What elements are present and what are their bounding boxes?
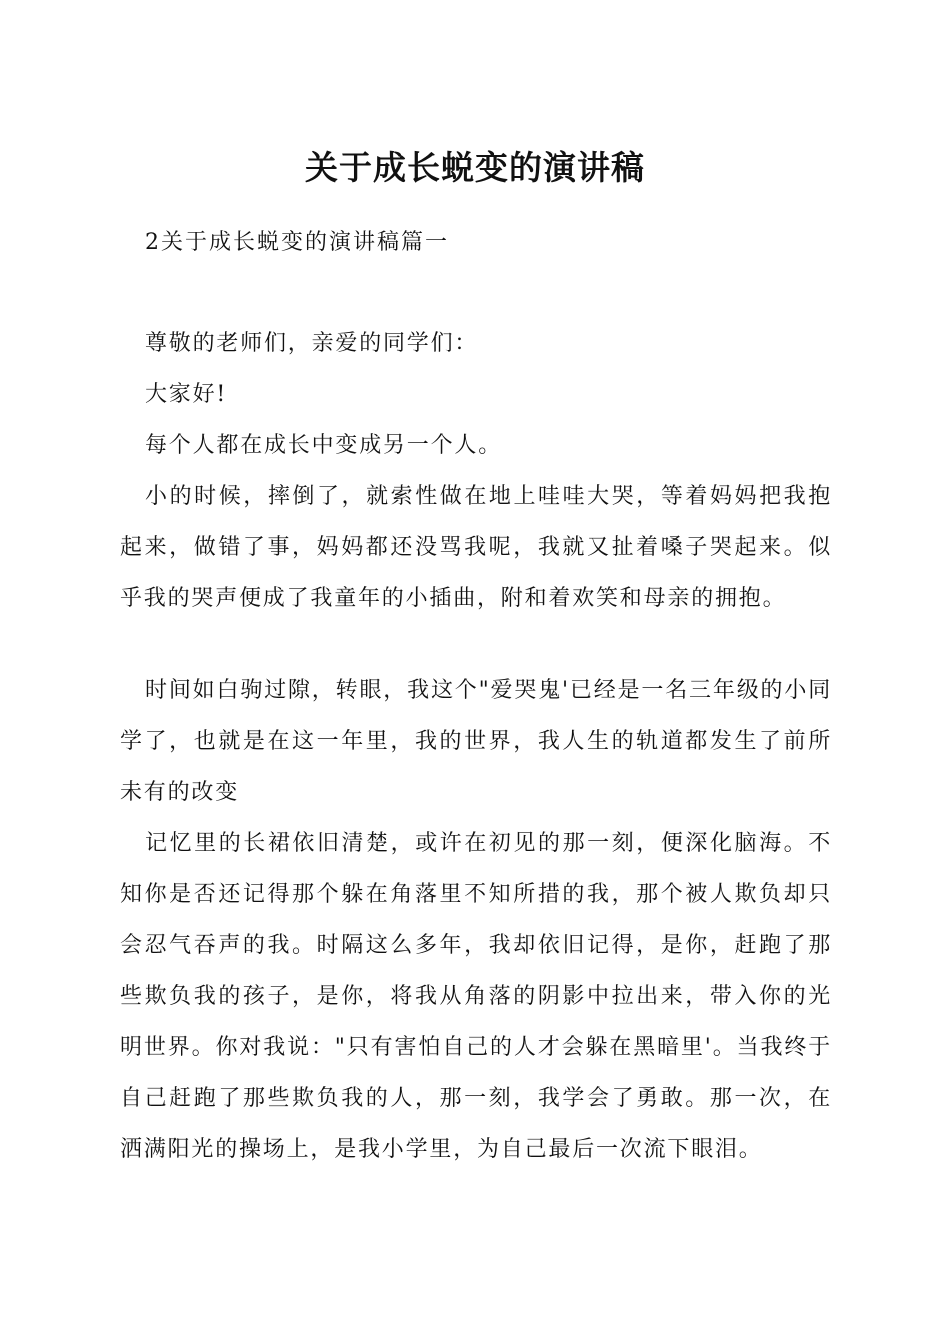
body-block-1 bbox=[120, 318, 832, 624]
paragraph-hello: 大家好! bbox=[145, 382, 228, 407]
paragraph-time: 时间如白驹过隙，转眼，我这个"爱哭鬼'已经是一名三年级的小同学了，也就是在这一年里，我的世界，我人生的轨道都发生了前所未有的改变 bbox=[120, 678, 832, 805]
paragraph-memory: 记忆里的长裙依旧清楚，或许在初见的那一刻，便深化脑海。不知你是否还记得那个躲在角落里不知所措的我，那个被人欺负却只会忍气吞声的我。时隔这么多年，我却依旧记得，是你，赶跑了那些欺负我的孩子，是你，将我从角落的阴影中拉出来，带入你的光明世界。你对我说："只有害怕自己的人才会躲在黑暗里'。当我终于自己赶跑了那些欺负我的人，那一刻，我学会了勇敢。那一次，在洒满阳光的操场上，是我小学里，为自己最后一次流下眼泪。 bbox=[120, 831, 832, 1162]
document-title: 关于成长蜕变的演讲稿 bbox=[305, 148, 645, 187]
paragraph-intro: 每个人都在成长中变成另一个人。 bbox=[145, 433, 503, 458]
paragraph-childhood: 小的时候，摔倒了，就索性做在地上哇哇大哭，等着妈妈把我抱起来，做错了事，妈妈都还没骂我呢，我就又扯着嗓子哭起来。似乎我的哭声便成了我童年的小插曲，附和着欢笑和母亲的拥抱。 bbox=[120, 484, 832, 611]
paragraph-greeting: 尊敬的老师们，亲爱的同学们： bbox=[145, 331, 479, 356]
document-subtitle: 2关于成长蜕变的演讲稿篇一 bbox=[145, 230, 449, 255]
body-block-2 bbox=[120, 665, 832, 1175]
